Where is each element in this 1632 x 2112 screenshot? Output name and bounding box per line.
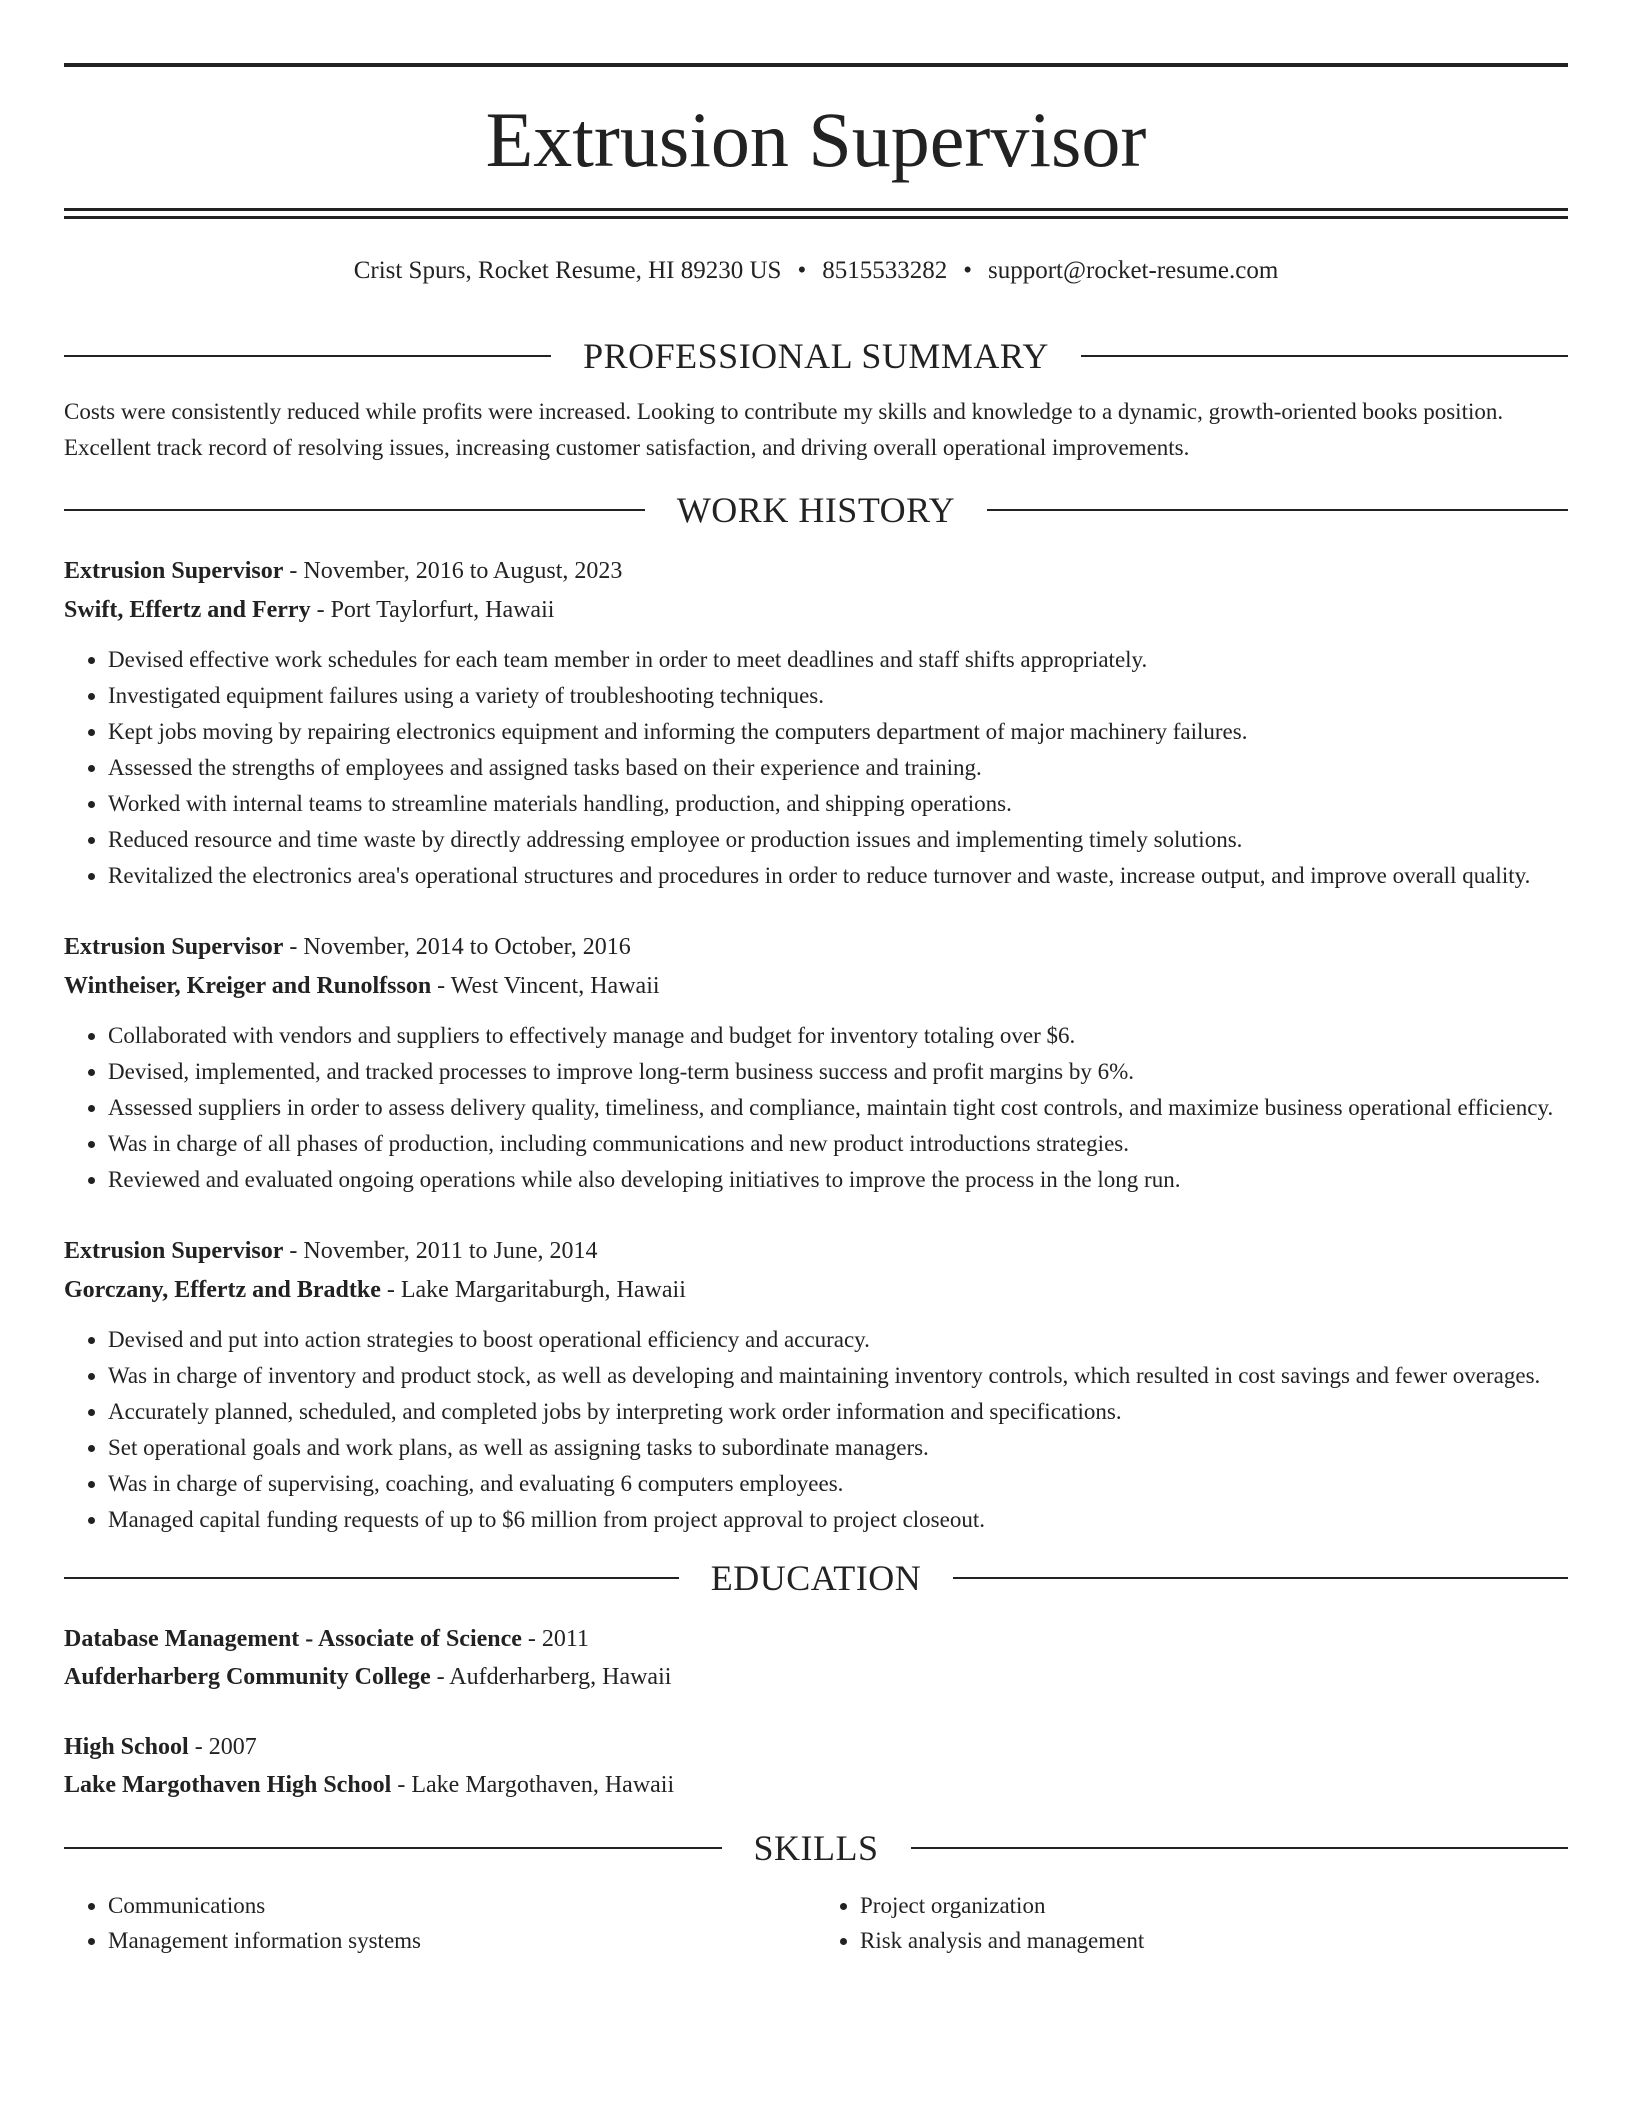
job-bullet: • Was in charge of all phases of production, including communications and new product introductions strategies. — [108, 1126, 1568, 1162]
job-bullets — [64, 1322, 1568, 1538]
skill-item: • Project organization — [860, 1888, 1568, 1923]
job-bullet: • Worked with internal teams to streamline materials handling, production, and shipping operations. — [108, 786, 1568, 822]
heading-rule-right — [953, 1577, 1568, 1579]
title-rule-upper — [64, 208, 1568, 211]
education-location: - Lake Margothaven, Hawaii — [391, 1772, 675, 1798]
section-heading-skills — [64, 1820, 1568, 1876]
section-title: PROFESSIONAL SUMMARY — [583, 336, 1049, 376]
job-company-line — [64, 967, 1568, 1006]
job-title-line — [64, 928, 1568, 967]
job-company: Swift, Effertz and Ferry — [64, 597, 311, 623]
contact-separator: • — [963, 257, 972, 284]
job-company-line — [64, 1271, 1568, 1310]
heading-rule-left — [64, 355, 551, 357]
job-dates: - November, 2016 to August, 2023 — [283, 558, 623, 584]
job-bullet: • Kept jobs moving by repairing electronics equipment and informing the computers department of major machinery failures. — [108, 714, 1568, 750]
job-company: Wintheiser, Kreiger and Runolfsson — [64, 973, 432, 999]
job-title: Extrusion Supervisor — [64, 558, 284, 584]
job-location: - West Vincent, Hawaii — [431, 973, 660, 999]
heading-rule-left — [64, 1847, 722, 1849]
job-company-line — [64, 591, 1568, 630]
education-school-line — [64, 1766, 1568, 1804]
job-title: Extrusion Supervisor — [64, 934, 284, 960]
section-title: WORK HISTORY — [676, 490, 956, 530]
resume-content — [64, 328, 1568, 1958]
job-bullet: • Was in charge of inventory and product stock, as well as developing and maintaining inventory controls, which resulted in cost savings and fewer overages. — [108, 1358, 1568, 1394]
job-location: - Port Taylorfurt, Hawaii — [310, 597, 555, 623]
contact-line — [64, 254, 1568, 288]
section-title: SKILLS — [753, 1828, 879, 1868]
section-title: EDUCATION — [710, 1558, 922, 1598]
heading-rule-left — [64, 509, 645, 511]
heading-rule-left — [64, 1577, 679, 1579]
job-title-line — [64, 552, 1568, 591]
skill-item: • Management information systems — [108, 1923, 816, 1958]
job-bullet: • Was in charge of supervising, coaching, and evaluating 6 computers employees. — [108, 1466, 1568, 1502]
summary-text: Costs were consistently reduced while profits were increased. Looking to contribute my skills and knowledge to a dynamic, growth-oriented books position. Excellent track record of resolving issues, increasing customer satisfaction, and driving overall operational improvements. — [64, 399, 1504, 460]
title-rule-lower — [64, 216, 1568, 219]
education-degree-line — [64, 1620, 1568, 1658]
education-entry — [64, 1620, 1568, 1696]
heading-rule-right — [911, 1847, 1569, 1849]
contact-email: support@rocket-resume.com — [988, 257, 1279, 284]
skills-list — [64, 1888, 1568, 1958]
education-location: - Aufderharberg, Hawaii — [430, 1664, 672, 1690]
job-dates: - November, 2011 to June, 2014 — [283, 1238, 598, 1264]
resume-title: Extrusion Supervisor — [485, 96, 1147, 183]
contact-address: Crist Spurs, Rocket Resume, HI 89230 US — [353, 257, 782, 284]
education-year: - 2011 — [521, 1626, 590, 1652]
job-location: - Lake Margaritaburgh, Hawaii — [380, 1277, 686, 1303]
top-rule — [64, 63, 1568, 67]
education-degree: High School — [64, 1734, 189, 1760]
job-title-line — [64, 1232, 1568, 1271]
heading-rule-right — [1081, 355, 1568, 357]
job-bullets — [64, 642, 1568, 894]
job-entry — [64, 1232, 1568, 1538]
education-degree-line — [64, 1728, 1568, 1766]
job-entry — [64, 552, 1568, 894]
skill-item: • Communications — [108, 1888, 816, 1923]
contact-phone: 8515533282 — [822, 257, 948, 284]
skills-column-right — [816, 1888, 1568, 1958]
job-bullet: • Devised, implemented, and tracked processes to improve long-term business success and profit margins by 6%. — [108, 1054, 1568, 1090]
job-bullets — [64, 1018, 1568, 1198]
job-bullet: • Revitalized the electronics area's operational structures and procedures in order to reduce turnover and waste, increase output, and improve overall quality. — [108, 858, 1568, 894]
education-school-line — [64, 1658, 1568, 1696]
education-year: - 2007 — [188, 1734, 257, 1760]
job-bullet: • Devised effective work schedules for each team member in order to meet deadlines and staff shifts appropriately. — [108, 642, 1568, 678]
job-bullet: • Investigated equipment failures using a variety of troubleshooting techniques. — [108, 678, 1568, 714]
skills-column-left — [64, 1888, 816, 1958]
section-heading-education — [64, 1550, 1568, 1606]
job-bullet: • Reduced resource and time waste by directly addressing employee or production issues and implementing timely solutions. — [108, 822, 1568, 858]
education-school: Aufderharberg Community College — [64, 1664, 431, 1690]
job-bullet: • Devised and put into action strategies to boost operational efficiency and accuracy. — [108, 1322, 1568, 1358]
contact-separator: • — [797, 257, 807, 284]
job-bullet: • Reviewed and evaluated ongoing operations while also developing initiatives to improve the process in the long run. — [108, 1162, 1568, 1198]
job-bullet: • Assessed suppliers in order to assess delivery quality, timeliness, and compliance, maintain tight cost controls, and maximize business operational efficiency. — [108, 1090, 1568, 1126]
job-bullet: • Collaborated with vendors and suppliers to effectively manage and budget for inventory totaling over $6. — [108, 1018, 1568, 1054]
job-title: Extrusion Supervisor — [64, 1238, 284, 1264]
skill-item: • Risk analysis and management — [860, 1923, 1568, 1958]
heading-rule-right — [987, 509, 1568, 511]
job-bullet: • Set operational goals and work plans, as well as assigning tasks to subordinate managers. — [108, 1430, 1568, 1466]
section-heading-work — [64, 482, 1568, 538]
job-bullet: • Assessed the strengths of employees and assigned tasks based on their experience and training. — [108, 750, 1568, 786]
job-entry — [64, 928, 1568, 1198]
education-school: Lake Margothaven High School — [64, 1772, 392, 1798]
job-bullet: • Accurately planned, scheduled, and completed jobs by interpreting work order information and specifications. — [108, 1394, 1568, 1430]
education-entry — [64, 1728, 1568, 1804]
job-company: Gorczany, Effertz and Bradtke — [64, 1277, 381, 1303]
job-bullet: • Managed capital funding requests of up to $6 million from project approval to project closeout. — [108, 1502, 1568, 1538]
education-degree: Database Management - Associate of Science — [64, 1626, 522, 1652]
job-dates: - November, 2014 to October, 2016 — [283, 934, 631, 960]
section-heading-summary — [64, 328, 1568, 384]
